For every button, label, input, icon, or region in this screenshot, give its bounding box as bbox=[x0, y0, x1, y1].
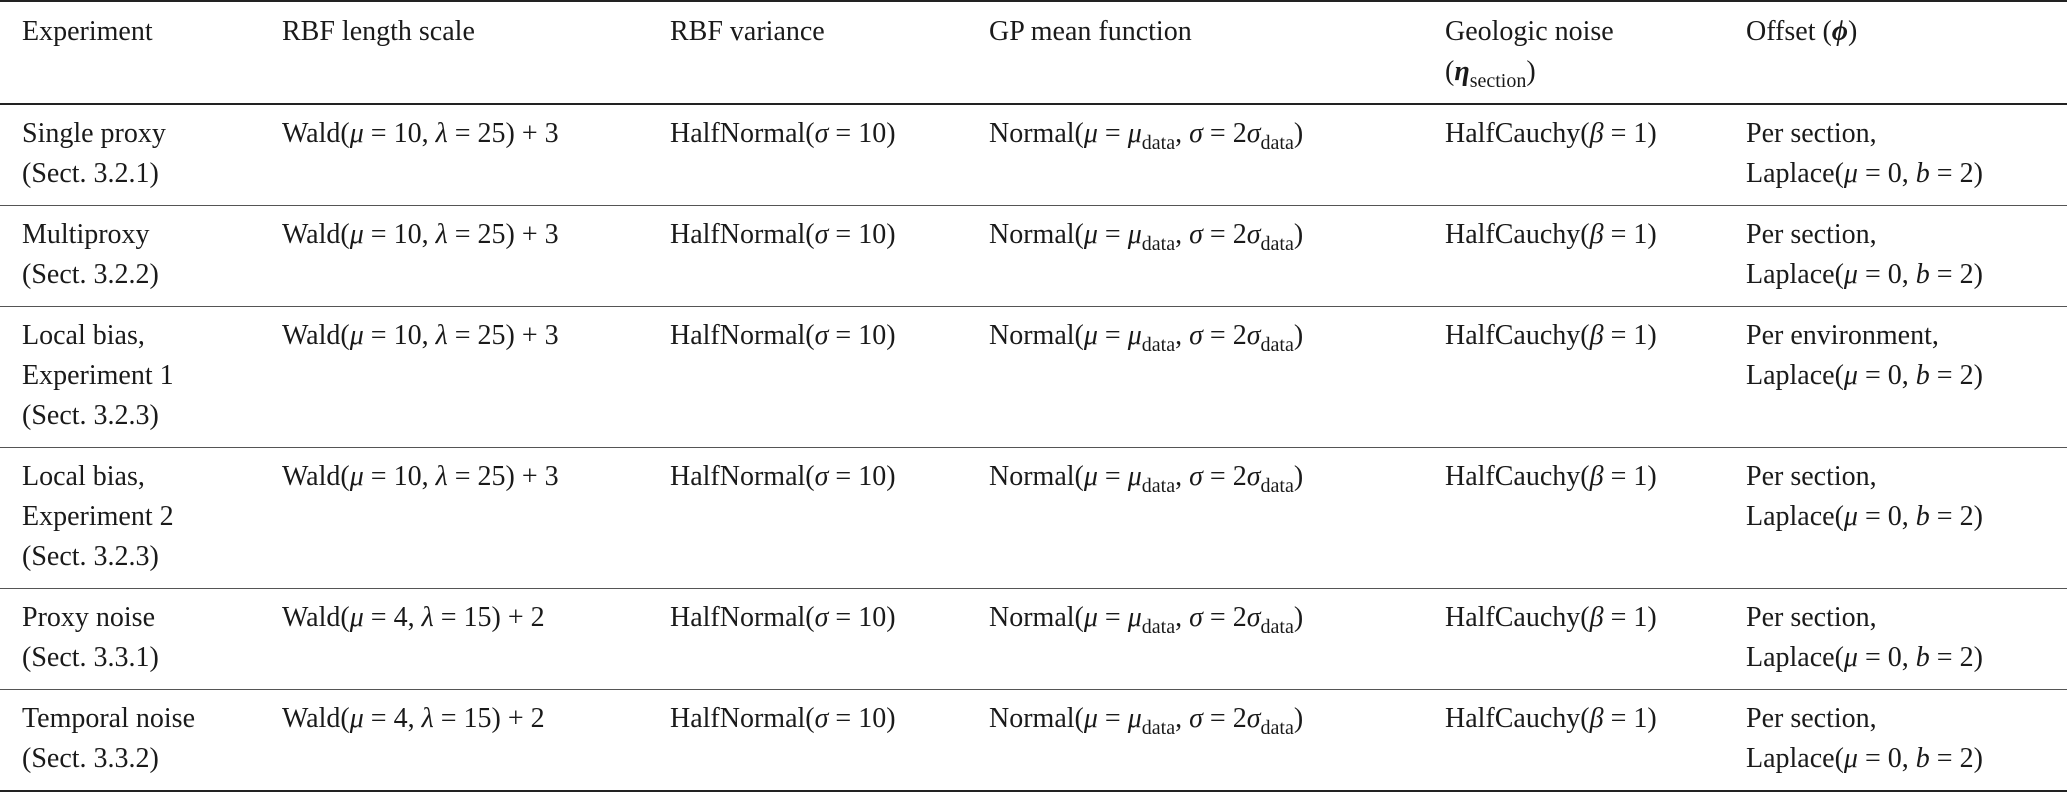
table-header bbox=[0, 1, 2067, 104]
table-row bbox=[0, 448, 2067, 589]
cell-rbf-length-scale: Wald(μ = 10, λ = 25) + 3 bbox=[282, 219, 559, 250]
table-body bbox=[0, 104, 2067, 791]
cell-rbf-length-scale: Wald(μ = 4, λ = 15) + 2 bbox=[282, 703, 545, 734]
cell-gp-mean-function: Normal(μ = $\mu_{data}$, $\sigma = 2\sigma_{data}$) bbox=[989, 118, 1304, 154]
cell-experiment: Proxy noise (Sect. 3.3.1) bbox=[22, 602, 159, 673]
cell-gp-mean-function: Normal(μ = $\mu_{data}$, $\sigma = 2\sigma_{data}$) bbox=[989, 703, 1304, 739]
cell-geologic-noise: HalfCauchy(β = 1) bbox=[1445, 461, 1657, 492]
table-row bbox=[0, 104, 2067, 206]
cell-offset: Per section, Laplace(μ = 0, b = 2) bbox=[1746, 219, 1983, 290]
cell-rbf-variance: HalfNormal(σ = 10) bbox=[670, 118, 896, 149]
cell-experiment: Multiproxy (Sect. 3.2.2) bbox=[22, 219, 159, 290]
cell-rbf-length-scale: Wald(μ = 10, λ = 25) + 3 bbox=[282, 320, 559, 351]
header-row bbox=[0, 1, 2067, 104]
cell-rbf-length-scale: Wald(μ = 10, λ = 25) + 3 bbox=[282, 461, 559, 492]
cell-rbf-variance: HalfNormal(σ = 10) bbox=[670, 320, 896, 351]
header-rbf-variance: RBF variance bbox=[670, 16, 825, 47]
cell-experiment: Local bias, Experiment 1 (Sect. 3.2.3) bbox=[22, 320, 174, 431]
cell-geologic-noise: HalfCauchy(β = 1) bbox=[1445, 118, 1657, 149]
table-row bbox=[0, 206, 2067, 307]
cell-offset: Per section, Laplace(μ = 0, b = 2) bbox=[1746, 602, 1983, 673]
cell-offset: Per section, Laplace(μ = 0, b = 2) bbox=[1746, 118, 1983, 189]
cell-geologic-noise: HalfCauchy(β = 1) bbox=[1445, 219, 1657, 250]
header-gp-mean-function: GP mean function bbox=[989, 16, 1192, 47]
cell-offset: Per section, Laplace(μ = 0, b = 2) bbox=[1746, 461, 1983, 532]
cell-rbf-variance: HalfNormal(σ = 10) bbox=[670, 461, 896, 492]
header-experiment: Experiment bbox=[22, 16, 153, 47]
cell-experiment: Single proxy (Sect. 3.2.1) bbox=[22, 118, 166, 189]
header-offset: Offset (ϕ) bbox=[1746, 16, 1858, 47]
header-rbf-length-scale: RBF length scale bbox=[282, 16, 475, 47]
cell-experiment: Local bias, Experiment 2 (Sect. 3.2.3) bbox=[22, 461, 174, 572]
cell-rbf-variance: HalfNormal(σ = 10) bbox=[670, 219, 896, 250]
cell-gp-mean-function: Normal(μ = $\mu_{data}$, $\sigma = 2\sigma_{data}$) bbox=[989, 461, 1304, 497]
header-geologic-noise: Geologic noise $(\eta_{section})$ bbox=[1445, 16, 1614, 92]
cell-rbf-variance: HalfNormal(σ = 10) bbox=[670, 602, 896, 633]
table-row bbox=[0, 589, 2067, 690]
cell-gp-mean-function: Normal(μ = $\mu_{data}$, $\sigma = 2\sigma_{data}$) bbox=[989, 602, 1304, 638]
cell-geologic-noise: HalfCauchy(β = 1) bbox=[1445, 703, 1657, 734]
cell-gp-mean-function: Normal(μ = $\mu_{data}$, $\sigma = 2\sigma_{data}$) bbox=[989, 320, 1304, 356]
cell-offset: Per environment, Laplace(μ = 0, b = 2) bbox=[1746, 320, 1983, 391]
cell-offset: Per section, Laplace(μ = 0, b = 2) bbox=[1746, 703, 1983, 774]
cell-geologic-noise: HalfCauchy(β = 1) bbox=[1445, 602, 1657, 633]
cell-gp-mean-function: Normal(μ = $\mu_{data}$, $\sigma = 2\sigma_{data}$) bbox=[989, 219, 1304, 255]
cell-geologic-noise: HalfCauchy(β = 1) bbox=[1445, 320, 1657, 351]
cell-rbf-variance: HalfNormal(σ = 10) bbox=[670, 703, 896, 734]
cell-rbf-length-scale: Wald(μ = 4, λ = 15) + 2 bbox=[282, 602, 545, 633]
cell-experiment: Temporal noise (Sect. 3.3.2) bbox=[22, 703, 195, 774]
cell-rbf-length-scale: Wald(μ = 10, λ = 25) + 3 bbox=[282, 118, 559, 149]
table-row bbox=[0, 690, 2067, 792]
table-row bbox=[0, 307, 2067, 448]
